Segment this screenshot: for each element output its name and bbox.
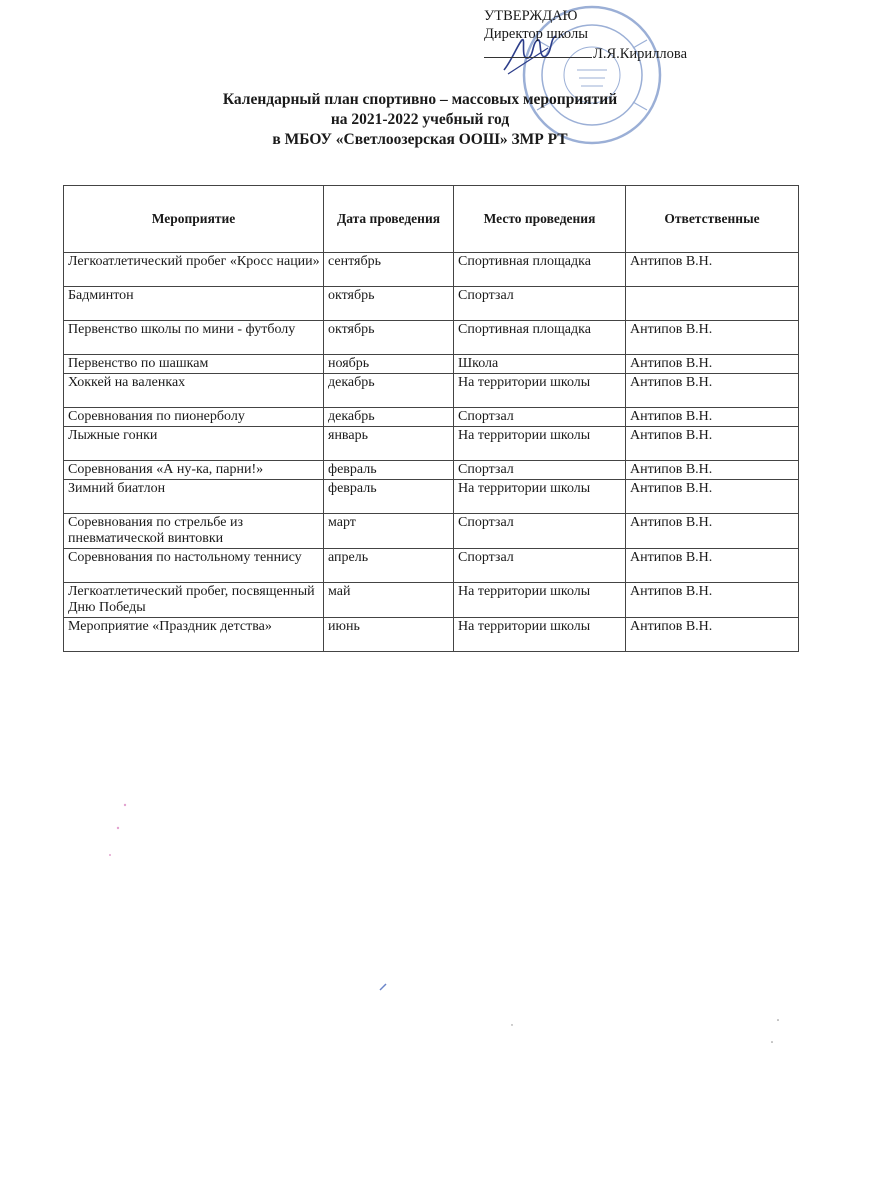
cell-place: На территории школы [454, 618, 626, 652]
table-row [64, 427, 799, 461]
table-row [64, 287, 799, 321]
table-row [64, 321, 799, 355]
cell-event: Соревнования «А ну-ка, парни!» [64, 461, 324, 480]
cell-event: Мероприятие «Праздник детства» [64, 618, 324, 652]
cell-date: октябрь [324, 287, 454, 321]
cell-date: январь [324, 427, 454, 461]
table-row [64, 480, 799, 514]
cell-place: Спортзал [454, 408, 626, 427]
cell-responsible: Антипов В.Н. [626, 355, 799, 374]
cell-date: июнь [324, 618, 454, 652]
title-line-2: на 2021-2022 учебный год [330, 111, 510, 128]
title-line-3: в МБОУ «Светлоозерская ООШ» ЗМР РТ [272, 131, 568, 148]
table-row [64, 549, 799, 583]
cell-place: Спортивная площадка [454, 253, 626, 287]
table-row [64, 374, 799, 408]
approval-position: Директор школы [484, 26, 588, 42]
cell-responsible: Антипов В.Н. [626, 583, 799, 618]
header-responsible: Ответственные [626, 186, 799, 253]
cell-date: апрель [324, 549, 454, 583]
cell-event: Лыжные гонки [64, 427, 324, 461]
cell-date: октябрь [324, 321, 454, 355]
table-row [64, 583, 799, 618]
cell-place: На территории школы [454, 427, 626, 461]
header-place: Место проведения [454, 186, 626, 253]
cell-responsible: Антипов В.Н. [626, 480, 799, 514]
table-row [64, 461, 799, 480]
table-header-row [64, 186, 799, 253]
cell-event: Соревнования по пионерболу [64, 408, 324, 427]
cell-place: Спортзал [454, 287, 626, 321]
cell-responsible: Антипов В.Н. [626, 618, 799, 652]
cell-responsible: Антипов В.Н. [626, 427, 799, 461]
cell-date: март [324, 514, 454, 549]
cell-place: На территории школы [454, 480, 626, 514]
director-name: Л.Я.Кириллова [593, 46, 688, 62]
title-line-1: Календарный план спортивно – массовых мероприятий [222, 91, 618, 108]
page-title [0, 90, 840, 150]
cell-responsible: Антипов В.Н. [626, 253, 799, 287]
signature-underline [484, 57, 592, 58]
cell-event: Бадминтон [64, 287, 324, 321]
table-row [64, 355, 799, 374]
cell-place: Спортзал [454, 461, 626, 480]
cell-date: февраль [324, 480, 454, 514]
header-date: Дата проведения [324, 186, 454, 253]
cell-place: Спортзал [454, 549, 626, 583]
cell-date: декабрь [324, 374, 454, 408]
cell-responsible: Антипов В.Н. [626, 374, 799, 408]
cell-event: Легкоатлетический пробег, посвященный Дню Победы [64, 583, 324, 618]
cell-place: На территории школы [454, 583, 626, 618]
approval-heading: УТВЕРЖДАЮ [484, 8, 578, 24]
header-event: Мероприятие [64, 186, 324, 253]
cell-place: Спортивная площадка [454, 321, 626, 355]
cell-place: Школа [454, 355, 626, 374]
cell-event: Первенство по шашкам [64, 355, 324, 374]
cell-date: май [324, 583, 454, 618]
cell-date: сентябрь [324, 253, 454, 287]
cell-place: Спортзал [454, 514, 626, 549]
table-row [64, 253, 799, 287]
cell-date: февраль [324, 461, 454, 480]
cell-responsible: Антипов В.Н. [626, 408, 799, 427]
cell-date: декабрь [324, 408, 454, 427]
cell-event: Зимний биатлон [64, 480, 324, 514]
cell-date: ноябрь [324, 355, 454, 374]
table-row [64, 408, 799, 427]
approval-signature-line [484, 43, 714, 63]
cell-event: Хоккей на валенках [64, 374, 324, 408]
approval-block [484, 7, 714, 63]
cell-responsible: Антипов В.Н. [626, 514, 799, 549]
cell-responsible: Антипов В.Н. [626, 321, 799, 355]
table-row [64, 514, 799, 549]
table-row [64, 618, 799, 652]
cell-event: Соревнования по настольному теннису [64, 549, 324, 583]
cell-event: Первенство школы по мини - футболу [64, 321, 324, 355]
cell-event: Легкоатлетический пробег «Кросс нации» [64, 253, 324, 287]
events-table [63, 185, 799, 652]
cell-place: На территории школы [454, 374, 626, 408]
cell-responsible: Антипов В.Н. [626, 549, 799, 583]
cell-responsible: Антипов В.Н. [626, 461, 799, 480]
cell-responsible [626, 287, 799, 321]
cell-event: Соревнования по стрельбе из пневматической винтовки [64, 514, 324, 549]
